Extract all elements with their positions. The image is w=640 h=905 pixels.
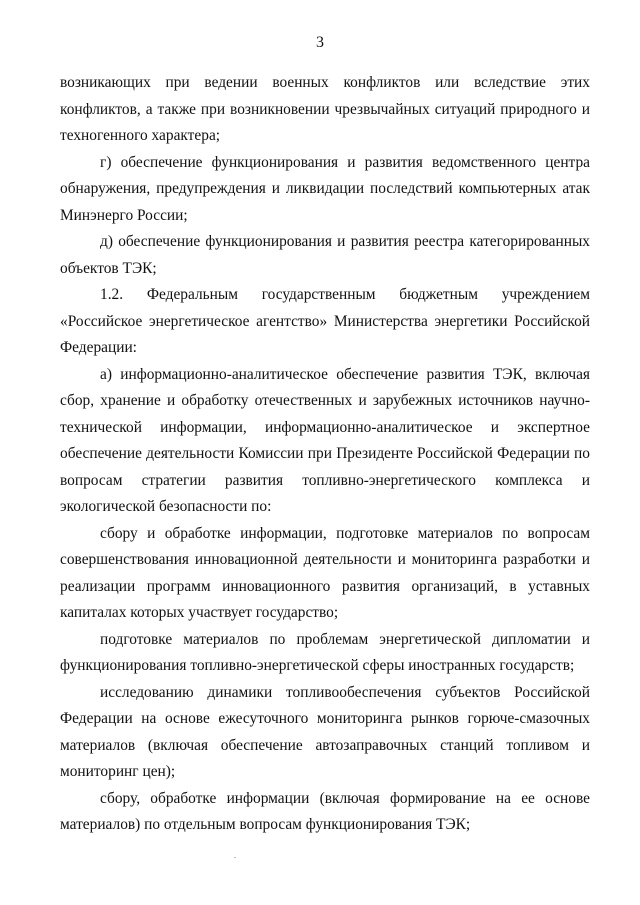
page-number: 3 (316, 34, 324, 51)
scan-speck (234, 857, 236, 858)
paragraph-fuel-supply-research: исследованию динамики топливообеспечения субъектов Российской Федерации на основе ежесуточного мониторинга рынков горюче-смазочных материалов (включая обеспечение автозаправочных станций топливом и мониторинг цен); (60, 683, 590, 780)
paragraph-collection-processing: сбору и обработке информации, подготовке материалов по вопросам совершенствования инновационной деятельности и мониторинга разработки и реализации программ инновационного развития организаций, в уставных капиталах которых участвует государство; (60, 524, 590, 621)
paragraph-item-g: г) обеспечение функционирования и развития ведомственного центра обнаружения, предупреждения и ликвидации последствий компьютерных атак Минэнерго России; (60, 153, 590, 224)
paragraph-item-d: д) обеспечение функционирования и развития реестра категорированных объектов ТЭК; (60, 233, 590, 277)
paragraph-fec-questions: сбору, обработке информации (включая формирование на ее основе материалов) по отдельным вопросам функционирования ТЭК; (60, 789, 590, 833)
paragraph-section-1-2: 1.2. Федеральным государственным бюджетным учреждением «Российское энергетическое агентство» Министерства энергетики Российской Федерации: (60, 286, 590, 356)
paragraph-continuation: возникающих при ведении военных конфликтов или вследствие этих конфликтов, а также при возникновении чрезвычайных ситуаций природного и техногенного характера; (60, 74, 590, 144)
document-body (60, 70, 590, 839)
paragraph-item-a: а) информационно-аналитическое обеспечение развития ТЭК, включая сбор, хранение и обработку отечественных и зарубежных источников научно-технической информации, информационно-аналитическое и экспертное обеспечение деятельности Комиссии при Президенте Российской Федерации по вопросам стратегии развития топливно-энергетического комплекса и экологической безопасности по: (60, 365, 590, 515)
paragraph-energy-diplomacy: подготовке материалов по проблемам энергетической дипломатии и функционирования топливно-энергетической сферы иностранных государств; (60, 630, 590, 674)
